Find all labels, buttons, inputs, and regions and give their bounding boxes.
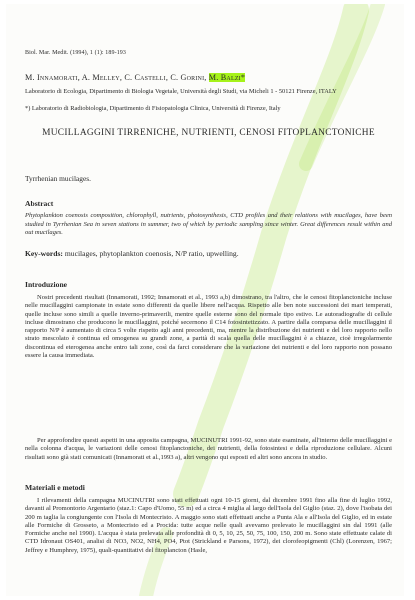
keywords-text: mucilages, phytoplankton coenosis, N/P ratio, upwelling. [64,249,239,258]
journal-citation: Biol. Mar. Medit. (1994), 1 (1): 189-193 [25,50,126,56]
keywords-label: Key-words: [25,249,63,258]
intro-heading: Introduzione [25,280,68,289]
article-subtitle: Tyrrhenian mucilages. [25,174,91,183]
methods-paragraph-1: I rilevamenti della campagna MUCINUTRI sono stati effettuati ogni 10-15 giorni, dal dicembre 1991 fino alla fine di luglio 1992, davanti al Promontorio Argentario (staz.1: Capo d'Uomo, 55 m) ed a circa 4 miglia al largo dell'Isola del Giglio (staz. 2), dove l'isobata dei 200 m taglia la congiungente con l'Isola di Montecristo. A maggio sono stati effettuati anche a Punta Ala e all'Isola del Giglio, ed in estate alle Formiche di Grosseto, a Montecristo ed a Procida: tutte acque nelle quali avevamo prelevato le mucillaggini sin dal 1991 (alle Formiche anche nel 1990). L'acqua è stata prelevata alle profondità di 0, 5, 10, 25, 50, 75, 100, 150, 200 m. Sono state effettuate calate di CTD Idronaut OS401, analisi di NO3, NO2, NH4, PO4, Ptot (Strickland e Parsons, 1972), dei clorofeopigmenti (Chl) (Lorenzen, 1967; Jeffrey e Humphrey, 1975), quali-quantitativi del fitoplancton (Hasle, [25,497,392,554]
intro-paragraph-1: Nostri precedenti risultati (Innamorati, 1992; Innamorati et al., 1993 a,b) dimostrano, tra l'altro, che le cenosi fitoplanctoniche incluse nelle mucillaggini campionate in estate sono differenti da quelle libere nell'acqua. Rispetto alle ben note successioni dei mari temperati, quelle incluse sono simili a quelle inverno-primaverili, mentre quelle esterne sono del normale tipo estivo. Le autoradiografie di cellule incluse dimostrano che producono le mucillaggini, poiché secernono il C14 fotosintetizzato. A partire dalla comparsa delle mucillaggini il rapporto N/P è aumentato di circa 5 volte rispetto agli anni precedenti, ma, mentre la distribuzione dei nutrienti e del loro rapporto nello strato mescolato è continua ed omogenea su grandi zone, a parità di scala quella delle mucillaggini è a chiazze, cioè irregolarmente discontinua ed eterogenea anche entro tali zone, così da farci considerare che la variazione dei nutrienti e del loro rapporto non possano essere la causa immediata. [25,294,392,359]
author-list [25,73,245,82]
keywords [25,249,392,258]
abstract-heading: Abstract [25,199,54,208]
author-names: M. Innamorati, A. Melley, C. Castelli, C. Gorini, [25,73,207,82]
methods-heading: Materiali e metodi [25,483,85,492]
abstract-text: Phytoplankton coenosis composition, chlorophyll, nutrients, photosynthesis, CTD profiles and their relations with mucilages, have been studied in Tyrrhenian Sea in seven stations in summer, two of which by periodic sampling since winter. Great differences result within and out mucilages. [25,212,392,237]
article-title: MUCILLAGGINI TIRRENICHE, NUTRIENTI, CENOSI FITOPLANCTONICHE [42,128,375,138]
affiliation-1: Laboratorio di Ecologia, Dipartimento di Biologia Vegetale, Università degli Studi, via Micheli 1 - 50121 Firenze, ITALY [25,88,337,95]
scanned-page [6,4,404,596]
affiliation-2: *) Laboratorio di Radiobiologia, Dipartimento di Fisiopatologia Clinica, Università di Firenze, Italy [25,105,281,112]
highlighter-smear-stroke [306,4,378,164]
intro-paragraph-2: Per approfondire questi aspetti in una apposita campagna, MUCINUTRI 1991-92, sono state esaminate, all'interno delle mucillaggini e nella colonna d'acqua, le variazioni delle cenosi fitoplanctoniche, dei nutrienti, della fotosintesi e della riproduzione cellulare. Alcuni risultati sono già stati comunicati (Innamorati et al.,1993 a), altri vengono qui esposti ed altri sono ancora in studio. [25,437,392,461]
author-highlighted: M. Balzi* [208,73,246,82]
